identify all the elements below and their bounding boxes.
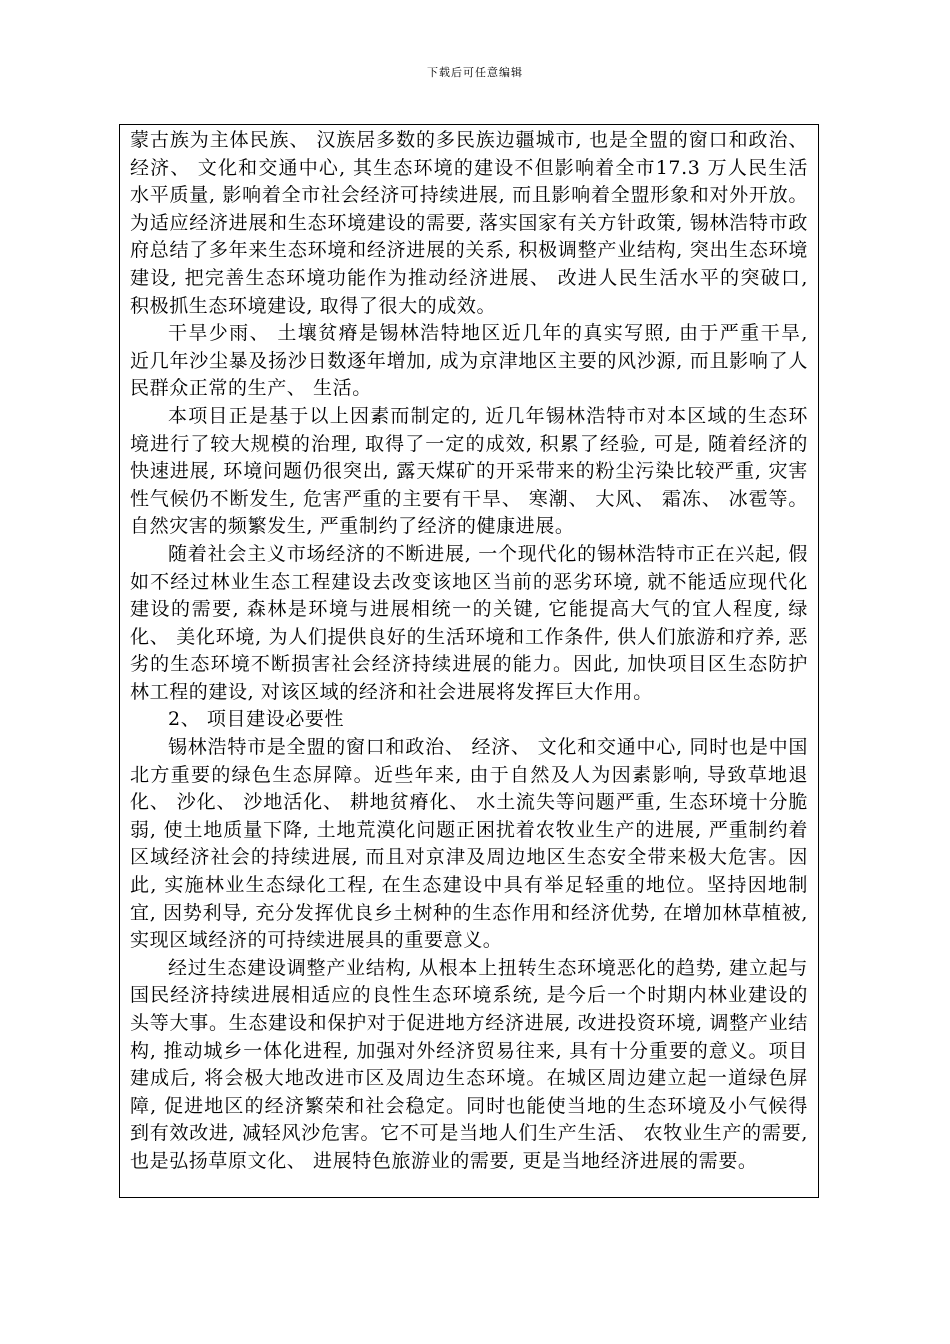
page-header: 下载后可任意编辑 (427, 66, 523, 79)
section-heading-necessity: 2、 项目建设必要性 (168, 708, 345, 731)
paragraph-necessity: 锡林浩特市是全盟的窗口和政治、 经济、 文化和交通中心, 同时也是中国北方重要的绿色生态屏障。近些年来, 由于自然及人为因素影响, 导致草地退化、 沙化、 沙地活化、 耕地贫瘠化、 水土流失等问题严重, 生态环境十分脆弱, 使土地质量下降, 土地荒漠化问题正困扰着农牧业生产的进展, 严重制约着区域经济社会的持续进展, 而且对京津及周边地区生态安全带来极大危害。因此, 实施林业生态绿化工程, 在生态建设中具有举足轻重的地位。坚持因地制宜, 因势利导, 充分发挥优良乡土树种的生态作用和经济优势, 在增加林草植被, 实现区域经济的可持续进展具的重要意义。 (130, 736, 808, 952)
document-text-box (119, 124, 819, 1198)
paragraph-project-basis: 本项目正是基于以上因素而制定的, 近几年锡林浩特市对本区域的生态环境进行了较大规模的治理, 取得了一定的成效, 积累了经验, 可是, 随着经济的快速进展, 环境问题仍很突出, 露天煤矿的开采带来的粉尘污染比较严重, 灾害性气候仍不断发生, 危害严重的主要有干旱、 寒潮、 大风、 霜冻、 冰雹等。自然灾害的频繁发生, 严重制约了经济的健康进展。 (130, 404, 808, 538)
paragraph-intro-continued: 蒙古族为主体民族、 汉族居多数的多民族边疆城市, 也是全盟的窗口和政治、 经济、 文化和交通中心, 其生态环境的建设不但影响着全市17.3 万人民生活水平质量, 影响着全市社会经济可持续进展, 而且影响着全盟形象和对外开放。为适应经济进展和生态环境建设的需要, 落实国家有关方针政策, 锡林浩特市政府总结了多年来生态环境和经济进展的关系, 积极调整产业结构, 突出生态环境建设, 把完善生态环境功能作为推动经济进展、 改进人民生活水平的突破口, 积极抓生态环境建设, 取得了很大的成效。 (130, 129, 808, 317)
paragraph-ecological-construction: 经过生态建设调整产业结构, 从根本上扭转生态环境恶化的趋势, 建立起与国民经济持续进展相适应的良性生态环境系统, 是今后一个时期内林业建设的头等大事。生态建设和保护对于促进地方经济进展, 改进投资环境, 调整产业结构, 推动城乡一体化进程, 加强对外经济贸易往来, 具有十分重要的意义。项目建成后, 将会极大地改进市区及周边生态环境。在城区周边建立起一道绿色屏障, 促进地区的经济繁荣和社会稳定。同时也能使当地的生态环境及小气候得到有效改进, 减轻风沙危害。它不可是当地人们生产生活、 农牧业生产的需要, 也是弘扬草原文化、 进展特色旅游业的需要, 更是当地经济进展的需要。 (130, 956, 808, 1172)
paragraph-drought: 干旱少雨、 土壤贫瘠是锡林浩特地区近几年的真实写照, 由于严重干旱, 近几年沙尘暴及扬沙日数逐年增加, 成为京津地区主要的风沙源, 而且影响了人民群众正常的生产、 生活。 (130, 322, 808, 400)
paragraph-market-economy: 随着社会主义市场经济的不断进展, 一个现代化的锡林浩特市正在兴起, 假如不经过林业生态工程建设去改变该地区当前的恶劣环境, 就不能适应现代化建设的需要, 森林是环境与进展相统一的关键, 它能提高大气的宜人程度, 绿化、 美化环境, 为人们提供良好的生活环境和工作条件, 供人们旅游和疗养, 恶劣的生态环境不断损害社会经济持续进展的能力。因此, 加快项目区生态防护林工程的建设, 对该区域的经济和社会进展将发挥巨大作用。 (130, 542, 808, 703)
